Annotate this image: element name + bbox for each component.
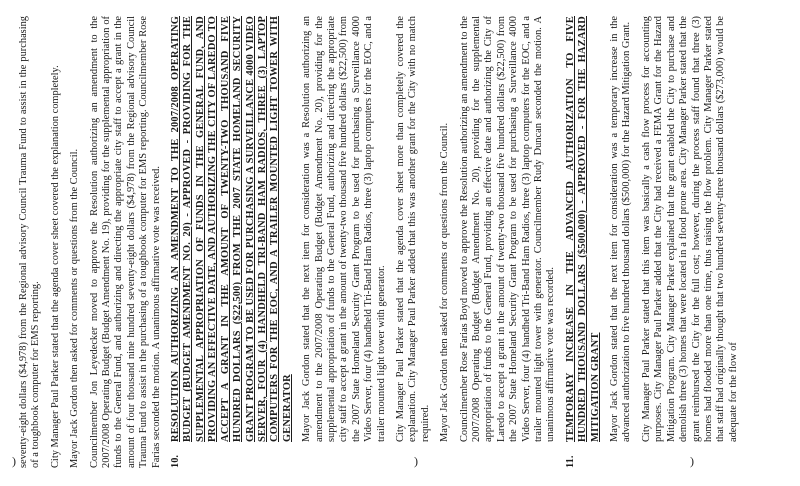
paragraph: Mayor Jack Gordon then asked for comments or questions from the Council. bbox=[439, 122, 451, 442]
item-number: 10. bbox=[170, 455, 182, 468]
rotated-text-block bbox=[18, 16, 798, 468]
paragraph: Councilmember Jon Leyedecker moved to approve the Resolution authorizing an amendment to the 2007/2008 Operating Budget (Budget Amendment No. 19), providing for the supplemental appropriation of funds to the General Fund, and authorizing and directing the appropriate city staff to accept a grant in the amount of four thousand nine hundred seventy-eight dollars ($4,978) from the Regional advisory Council Trauma Fund to assist in the purchasing of a toughbook computer for EMS reporting. Councilmember Rose Farias seconded the motion. A unanimous affirmative vote was received. bbox=[88, 16, 162, 468]
scan-mark: ) bbox=[690, 454, 694, 468]
paragraph: City Manager Paul Parker stated that the agenda cover sheet more than completely covered the explanation. City Manager Paul Parker added that this was another grant for the City with no match required. bbox=[394, 16, 431, 442]
paragraph: Mayor Jack Gordon stated that the next item for consideration was a temporary increase in the advanced authorization to five hundred thousand dollars ($500,000) for the Hazard Mitigation Grant. bbox=[609, 16, 633, 442]
item-number: 11. bbox=[564, 455, 576, 468]
agenda-item-11 bbox=[565, 16, 609, 468]
paragraph: Councilmember Rose Farias Boyd moved to approve the Resolution authorizing an amendment to the 2007/2008 Operating Budget (Budget Amendment No. 20), providing for the supplemental appropriation of funds to the General Fund, providing an effective date and authorizing the City of Laredo to accept a grant in the amount of twenty-two thousand five hundred dollars ($22,500) from the 2007 State Homeland Security Grant Program to be used for purchasing a Surveillance 4000 Video Server, four (4) handheld Tri-Band Ham Radios, three (3) laptop computers for the EOC, and a trailer mounted light tower with generator. Councilmember Rudy Duncan seconded the motion. A unanimous affirmative vote was recorded. bbox=[458, 16, 557, 442]
scan-mark: ) bbox=[414, 454, 418, 468]
item-title: RESOLUTION AUTHORIZING AN AMENDMENT TO THE 2007/2008 OPERATING BUDGET (BUDGET AMENDMENT NO. 20) - APPROVED - PROVIDING FOR THE SUPPLEMENTAL APPROPRIATION OF FUNDS IN THE GENERAL FUND, AND PROVIDING AN EFFECTIVE DATE, AND AUTHORIZING THE CITY OF LAREDO TO ACCEPT A GRANT IN THE AMOUNT OF TWENTY-TWO THOUSAND FIVE HUNDRED DOLLARS ($22,500) FROM THE 2007 STATE HOMELAND SECURITY GRANT PROGRAM TO BE USED FOR PURCHASING A SURVEILLANCE 4000 VIDEO SERVER, FOUR (4) HANDHELD TRI-BAND HAM RADIOS, THREE (3) LAPTOP COMPUTERS FOR THE EOC, AND A TRAILER MOUNTED LIGHT TOWER WITH GENERATOR bbox=[170, 16, 293, 442]
paragraph: Mayor Jack Gordon then asked for comments or questions from the Council. bbox=[69, 148, 81, 468]
scan-mark: ) bbox=[12, 454, 16, 468]
paragraph: Mayor Jack Gordon stated that the next item for consideration was a Resolution authorizing an amendment to the 2007/2008 Operating Budget (Budget Amendment No. 20), providing for the supplemental appropriation of funds to the General Fund, authorizing and directing the appropriate city staff to accept a grant in the amount of twenty-two thousand five hundred dollars ($22,500) from the 2007 State Homeland Security Grant Program to be used for purchasing a Surveillance 4000 Video Server, four (4) handheld Tri-Band Ham Radios, three (3) laptop computers for the EOC, and a trailer mounted light tower with generator. bbox=[301, 16, 387, 442]
paragraph: seventy-eight dollars ($4,978) from the Regional advisory Council Trauma Fund to assist in the purchasing of a toughbook computer for EMS reporting. bbox=[18, 16, 42, 468]
item-title: TEMPORARY INCREASE IN THE ADVANCED AUTHORIZATION TO FIVE HUNDRED THOUSAND DOLLARS ($500,000) - APPROVED - FOR THE HAZARD MITIGATION GRANT bbox=[564, 16, 601, 442]
paragraph: City Manager Paul Parker stated that this item was basically a cash flow process for accounting purposes. City Manager Paul Parker added that the City had received a FEMA Grant for the Hazard Mitigation Program. City Manager Parker explained that the grant enabled the City to purchase and demolish three (3) homes that were located in a flood prone area. City Manager Parker stated that the grant reimbursed the City for the full cost; however, during the process staff found that three (3) homes had flooded more than one time, thus raising the flow problem. City Manager Parker stated that staff had originally thought that two hundred seventy-three thousand dollars ($273,000) would be adequate for the flow of bbox=[640, 16, 739, 442]
paragraph: City Manager Paul Parker stated that the agenda cover sheet covered the explanation completely. bbox=[49, 65, 61, 468]
agenda-item-10 bbox=[170, 16, 301, 468]
